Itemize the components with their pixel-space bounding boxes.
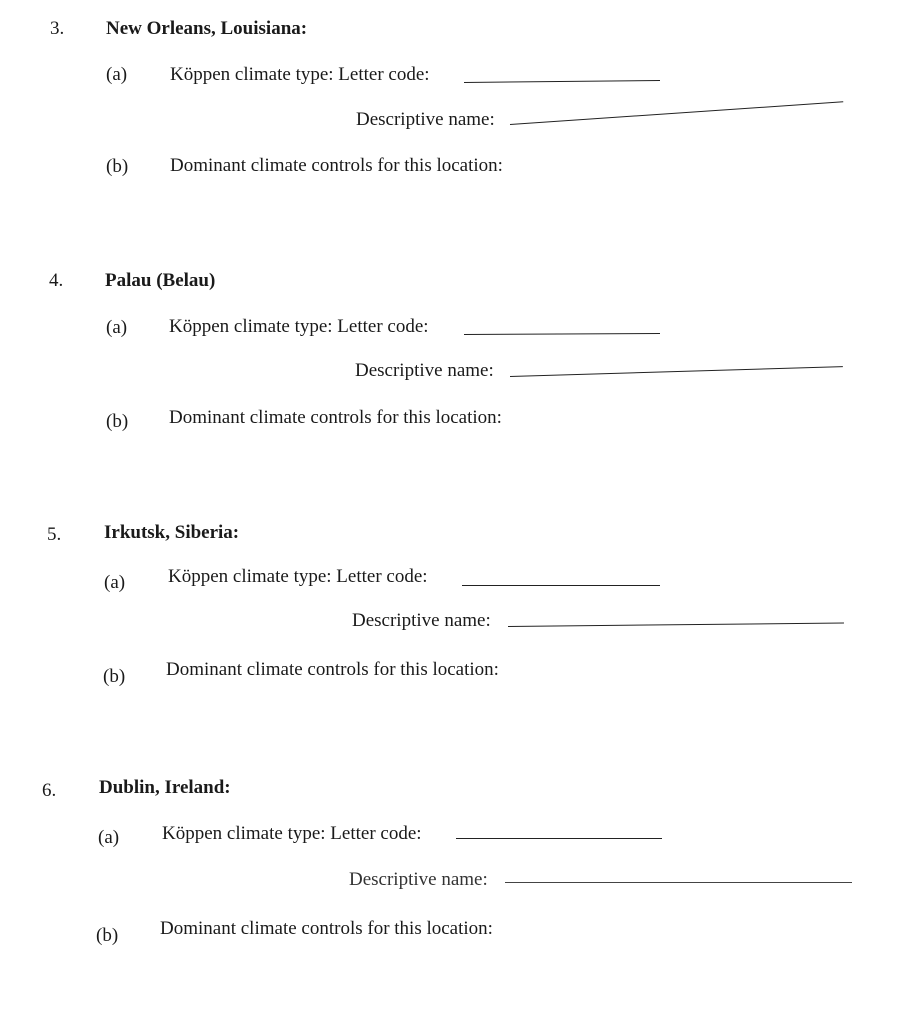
part-b-label: (b) — [96, 925, 119, 946]
letter-code-prompt: Köppen climate type: Letter code: — [170, 64, 430, 85]
letter-code-prompt: Köppen climate type: Letter code: — [168, 566, 428, 587]
question-title: New Orleans, Louisiana: — [106, 18, 308, 39]
descriptive-name-prompt: Descriptive name: — [352, 610, 491, 631]
part-a-label: (a) — [106, 317, 128, 338]
part-b-label: (b) — [103, 666, 126, 687]
part-a-label: (a) — [106, 64, 128, 85]
question-number: 3. — [50, 18, 65, 39]
descriptive-name-prompt: Descriptive name: — [356, 109, 495, 130]
descriptive-name-blank[interactable] — [505, 882, 852, 883]
descriptive-name-blank[interactable] — [510, 366, 843, 377]
question-title: Irkutsk, Siberia: — [104, 522, 240, 543]
descriptive-name-prompt: Descriptive name: — [349, 869, 488, 890]
question-number: 6. — [42, 780, 57, 801]
descriptive-name-blank[interactable] — [508, 622, 844, 627]
part-b-label: (b) — [106, 156, 129, 177]
climate-controls-prompt: Dominant climate controls for this location: — [166, 659, 499, 680]
descriptive-name-blank[interactable] — [510, 101, 843, 125]
letter-code-prompt: Köppen climate type: Letter code: — [169, 316, 429, 337]
letter-code-blank[interactable] — [464, 80, 660, 83]
descriptive-name-prompt: Descriptive name: — [355, 360, 494, 381]
question-title: Palau (Belau) — [105, 270, 216, 291]
part-a-label: (a) — [98, 827, 120, 848]
letter-code-blank[interactable] — [462, 585, 660, 586]
part-a-label: (a) — [104, 572, 126, 593]
question-number: 5. — [47, 524, 62, 545]
climate-controls-prompt: Dominant climate controls for this location: — [170, 155, 503, 176]
letter-code-prompt: Köppen climate type: Letter code: — [162, 823, 422, 844]
climate-controls-prompt: Dominant climate controls for this location: — [160, 918, 493, 939]
question-number: 4. — [49, 270, 64, 291]
part-b-label: (b) — [106, 411, 129, 432]
letter-code-blank[interactable] — [464, 333, 660, 335]
question-title: Dublin, Ireland: — [99, 777, 231, 798]
letter-code-blank[interactable] — [456, 838, 662, 839]
climate-controls-prompt: Dominant climate controls for this location: — [169, 407, 502, 428]
